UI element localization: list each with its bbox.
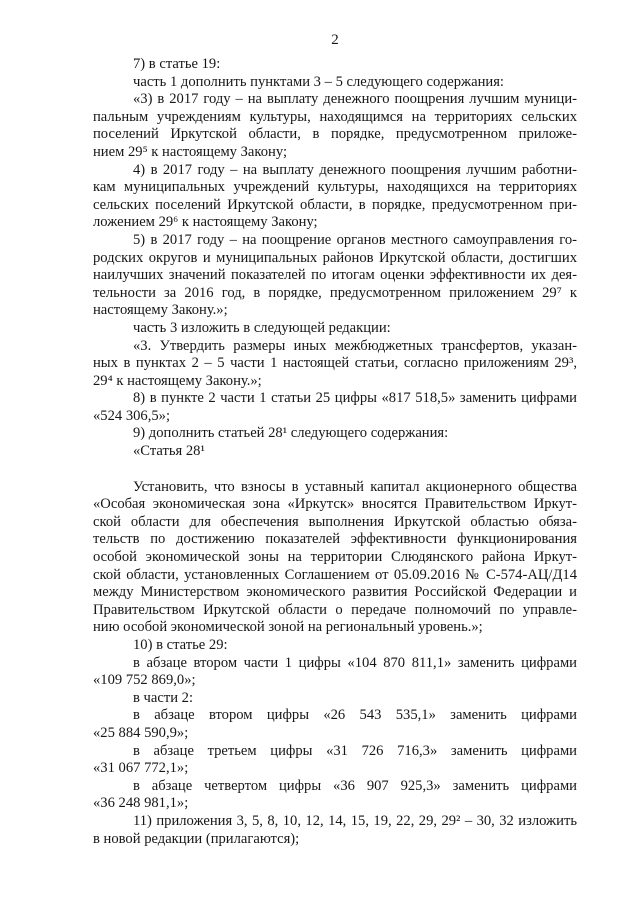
text-line: нием 29⁵ к настоящему Закону; [93,143,288,160]
text-line: наилучших значений показателей по итогам оценки эффективности их дея- [93,267,577,284]
page-number: 2 [331,32,339,48]
text-line: 5) в 2017 году – на поощрение органов местного самоуправления го- [133,231,577,248]
text-line: 4) в 2017 году – на выплату денежного поощрения лучшим работни- [133,161,577,178]
text-line: тельности за 2016 год, в порядке, предусмотренном приложением 29⁷ к [93,284,577,301]
text-line: кам муниципальных учреждений культуры, находящихся на территориях [93,179,577,196]
text-line: «36 248 981,1»; [93,795,189,812]
text-line: между Министерством экономического развития Российской Федерации и [93,584,577,601]
text-line: часть 1 дополнить пунктами 3 – 5 следующего содержания: [133,73,504,90]
item-8-article-25 [93,390,577,425]
text-line: 8) в пункте 2 части 1 статьи 25 цифры «817 518,5» заменить цифрами [133,390,577,407]
point-3-text [93,91,577,161]
text-line: ложением 29⁶ к настоящему Закону; [93,214,318,231]
text-line: Установить, что взносы в уставный капитал акционерного общества [133,478,577,495]
text-line: нию особой экономической зоной на региональный уровень.»; [93,619,483,636]
item-9-add-article [93,425,577,443]
text-line: «109 752 869,0»; [93,672,196,689]
article-29-part-2-heading [93,690,577,708]
item-11-appendices [93,813,577,848]
text-line: 9) дополнить статьей 28¹ следующего содержания: [133,425,449,442]
article-28-1-heading [93,443,577,461]
text-line: в части 2: [133,689,194,706]
article-19-part-3-instruction [93,320,577,338]
text-line: в абзаце втором цифры «26 543 535,1» заменить цифрами [133,707,577,724]
point-4-text [93,162,577,232]
text-line: в новой редакции (прилагаются); [93,830,300,847]
article-28-1-text [93,479,577,637]
text-line: тельств по достижению показателей эффективности функционирования [93,531,577,548]
text-line: 11) приложения 3, 5, 8, 10, 12, 14, 15, 19, 22, 29, 29² – 30, 32 изложить [133,812,577,829]
text-line: в абзаце четвертом цифры «36 907 925,3» заменить цифрами [133,777,577,794]
text-line: часть 3 изложить в следующей редакции: [133,319,391,336]
document-body [93,56,577,848]
part-2-paragraph-3-change [93,743,577,778]
text-line: «25 884 590,9»; [93,724,189,741]
text-line: «31 067 772,1»; [93,760,189,777]
text-line: поселений Иркутской области, в порядке, предусмотренном приложе- [93,126,577,143]
text-line: «3. Утвердить размеры иных межбюджетных трансфертов, указан- [133,337,577,354]
text-line: родских округов и муниципальных районов Иркутской области, достигших [93,249,577,266]
text-line: Правительством Иркутской области о передаче полномочий по управле- [93,601,577,618]
text-line: «Статья 28¹ [133,443,205,460]
text-line: «524 306,5»; [93,407,171,424]
text-line: 7) в статье 19: [133,56,221,72]
text-line: ской области для обеспечения выполнения Иркутской областью обяза- [93,513,577,530]
text-line: сельских поселений Иркутской области, в порядке, предусмотренном при- [93,196,577,213]
item-7-article-19 [93,56,577,74]
part-3-new-text [93,338,577,391]
text-line: ской области, установленных Соглашением от 05.09.2016 № С-574-АЦ/Д14 [93,566,577,583]
item-10-article-29 [93,637,577,655]
text-line: ных в пунктах 2 – 5 части 1 настоящей статьи, согласно приложениям 29³, [93,355,577,372]
text-line: особой экономической зоны на территории Слюдянского района Иркут- [93,549,577,566]
part-2-paragraph-4-change [93,778,577,813]
text-line: в абзаце третьем цифры «31 726 716,3» заменить цифрами [133,742,577,759]
article-19-part-1-instruction [93,74,577,92]
text-line: «3) в 2017 году – на выплату денежного поощрения лучшим муници- [133,91,577,108]
text-line: 10) в статье 29: [133,637,228,653]
text-line: пальным учреждениям культуры, находящимся на территориях сельских [93,108,577,125]
text-line: в абзаце втором части 1 цифры «104 870 811,1» заменить цифрами [133,654,577,671]
text-line: «Особая экономическая зона «Иркутск» вносятся Правительством Иркут- [93,496,577,513]
article-29-part-1-change [93,655,577,690]
part-2-paragraph-2-change [93,707,577,742]
text-line: настоящему Закону.»; [93,302,228,319]
point-5-text [93,232,577,320]
text-line: 29⁴ к настоящему Закону.»; [93,372,262,389]
